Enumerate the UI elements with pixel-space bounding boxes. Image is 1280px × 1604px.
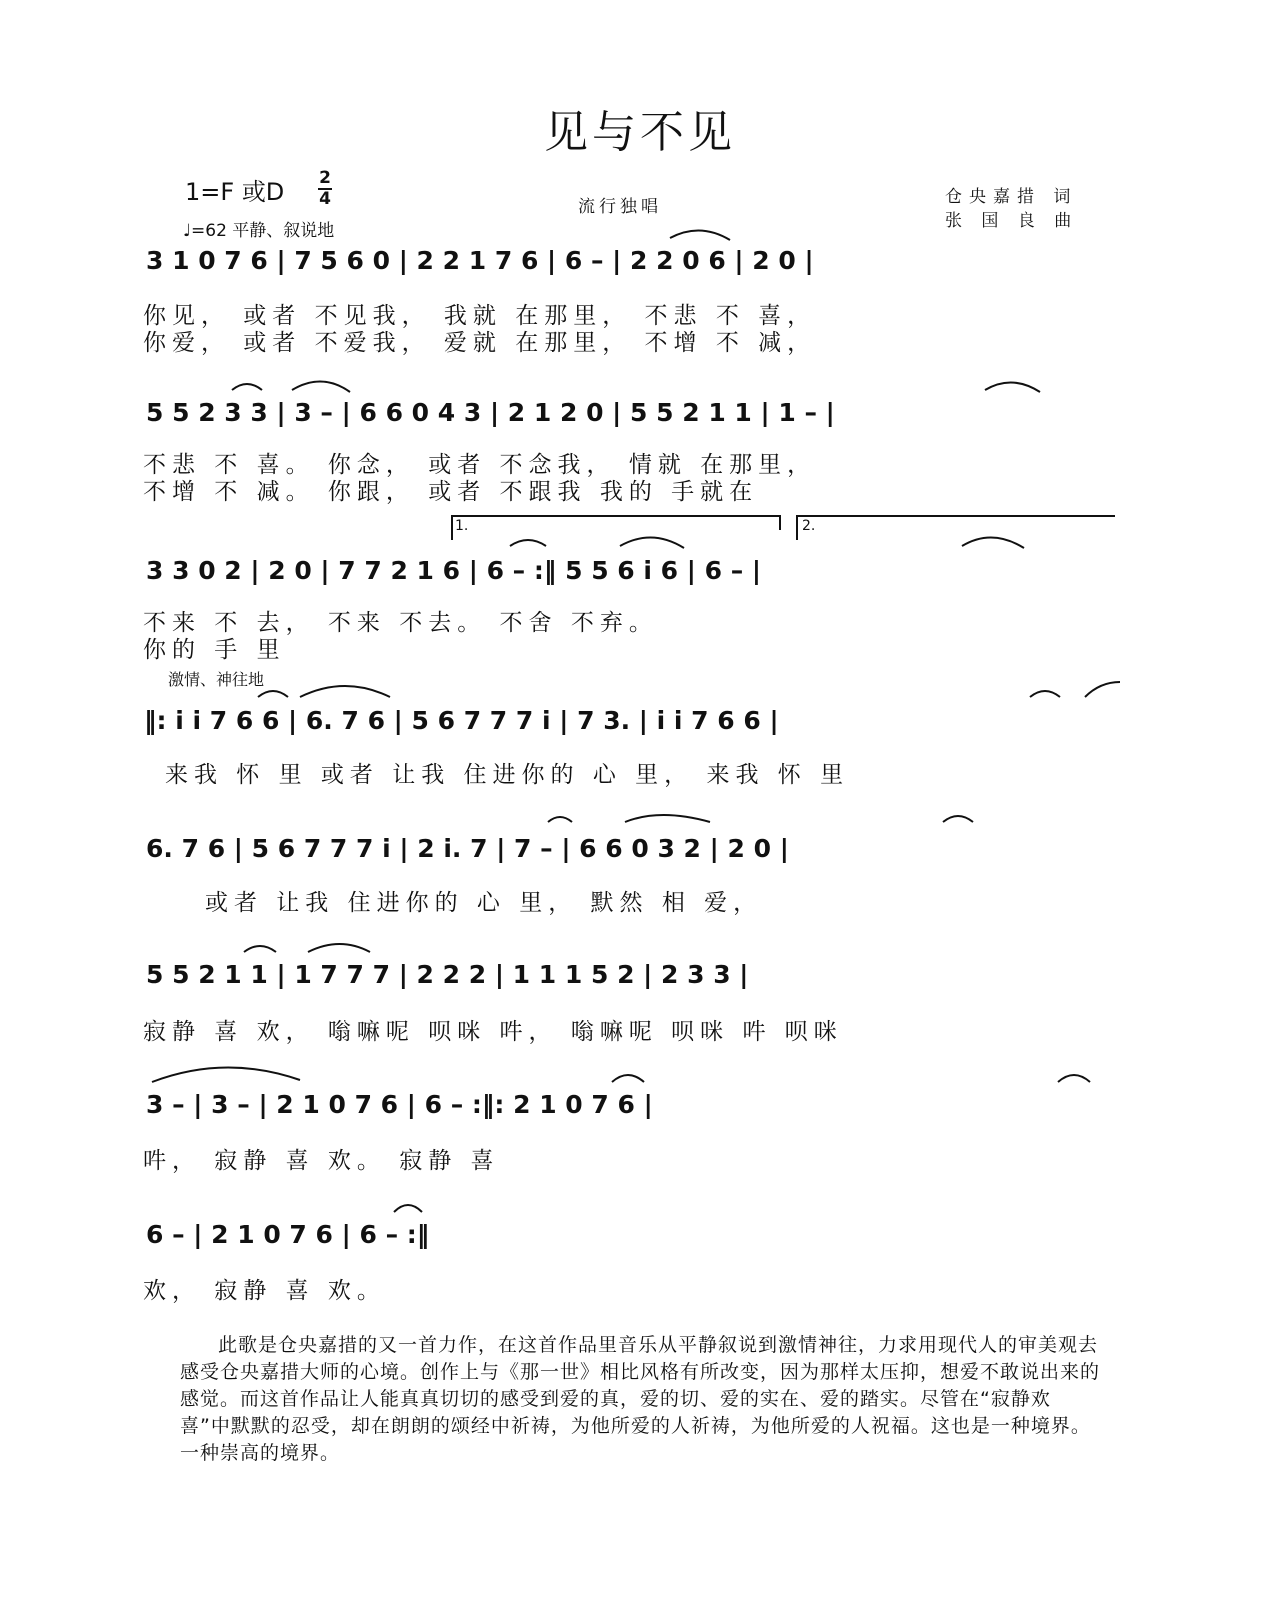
slur <box>670 230 730 240</box>
slur <box>244 946 276 952</box>
volta-1-bracket <box>452 516 780 540</box>
notation-row-8: 6 – | 2 1 0 7 6 | 6 – :‖ <box>146 1220 430 1249</box>
notation-row-7: 3 – | 3 – | 2 1 0 7 6 | 6 – :‖: 2 1 0 7 6 | <box>146 1090 653 1119</box>
performance-style: 流行独唱 <box>578 197 662 217</box>
slur <box>985 382 1040 392</box>
key-signature: 1=F 或D <box>185 178 285 206</box>
lyric-row-2-verse-1: 不悲 不 喜。 你念， 或者 不念我， 情就 在那里， <box>143 452 817 478</box>
slur <box>1058 1075 1090 1082</box>
lyric-row-2-verse-2: 不增 不 减。 你跟， 或者 不跟我 我的 手就在 <box>143 479 759 505</box>
notation-row-1: 3 1 0 7 6 | 7 5 6 0 | 2 2 1 7 6 | 6 – | 2 2 0 6 | 2 0 | <box>146 246 814 275</box>
slur <box>1030 691 1060 697</box>
slur <box>510 540 546 546</box>
expression-mark: 激情、神往地 <box>168 670 265 689</box>
notation-row-4: ‖: i i 7 6 6 | 6. 7 6 | 5 6 7 7 7 i | 7 3. | i i 7 6 6 | <box>144 706 779 735</box>
slur <box>962 537 1024 548</box>
slur <box>612 1075 644 1082</box>
tempo-marking: ♩=62 平静、叙说地 <box>183 221 335 241</box>
volta-2-label: 2. <box>802 518 816 534</box>
lyric-row-1-verse-1: 你见， 或者 不见我， 我就 在那里， 不悲 不 喜， <box>143 303 817 329</box>
slur <box>292 381 350 392</box>
lyric-row-7: 吽， 寂静 喜 欢。 寂静 喜 <box>143 1148 500 1174</box>
notation-row-6: 5 5 2 1 1 | 1 7 7 7 | 2 2 2 | 1 1 1 5 2 | 2 3 3 | <box>146 960 749 989</box>
notation-row-3: 3 3 0 2 | 2 0 | 7 7 2 1 6 | 6 – :‖ 5 5 6 i 6 | 6 – | <box>146 556 762 585</box>
lyric-row-6: 寂静 喜 欢， 嗡嘛呢 呗咪 吽， 嗡嘛呢 呗咪 吽 呗咪 <box>143 1019 843 1045</box>
slur <box>548 817 572 822</box>
slur <box>394 1205 422 1212</box>
slur <box>620 537 684 548</box>
slur <box>1085 682 1120 697</box>
slur <box>258 691 288 697</box>
slur <box>625 815 710 822</box>
volta-1-label: 1. <box>455 518 469 534</box>
description-paragraph: 此歌是仓央嘉措的又一首力作，在这首作品里音乐从平静叙说到激情神往，力求用现代人的审美观去感受仓央嘉措大师的心境。创作上与《那一世》相比风格有所改变，因为那样太压抑，想爱不敢说出来的感觉。而这首作品让人能真真切切的感受到爱的真，爱的切、爱的实在、爱的踏实。尽管在“寂静欢喜”中默默的忍受，却在朗朗的颂经中祈祷，为他所爱的人祈祷，为他所爱的人祝福。这也是一种境界。一种崇高的境界。 <box>180 1334 1101 1464</box>
notation-row-5: 6. 7 6 | 5 6 7 7 7 i | 2 i. 7 | 7 – | 6 6 0 3 2 | 2 0 | <box>146 834 789 863</box>
slur <box>152 1067 300 1082</box>
page-title: 见与不见 <box>544 107 736 158</box>
slur <box>943 816 973 822</box>
notation-row-2: 5 5 2 3 3 | 3 – | 6 6 0 4 3 | 2 1 2 0 | 5 5 2 1 1 | 1 – | <box>146 398 835 427</box>
lyric-row-5: 或者 让我 住进你的 心 里， 默然 相 爱， <box>205 890 763 916</box>
time-signature-top: 2 <box>319 168 331 188</box>
lyric-row-8: 欢， 寂静 喜 欢。 <box>143 1278 386 1304</box>
slur <box>232 384 262 390</box>
slur <box>308 944 370 952</box>
volta-2-bracket <box>797 516 1115 540</box>
lyricist-credit: 仓央嘉措 词 <box>945 187 1078 207</box>
lyric-row-4: 来我 怀 里 或者 让我 住进你的 心 里， 来我 怀 里 <box>165 762 850 788</box>
composer-credit: 张 国 良 曲 <box>945 211 1079 231</box>
lyric-row-1-verse-2: 你爱， 或者 不爱我， 爱就 在那里， 不增 不 减， <box>143 330 817 356</box>
lyric-row-3-verse-2: 你的 手 里 <box>143 637 286 663</box>
time-signature-bottom: 4 <box>319 189 331 209</box>
lyric-row-3-verse-1: 不来 不 去， 不来 不去。 不舍 不弃。 <box>143 610 658 636</box>
slur <box>300 686 390 697</box>
